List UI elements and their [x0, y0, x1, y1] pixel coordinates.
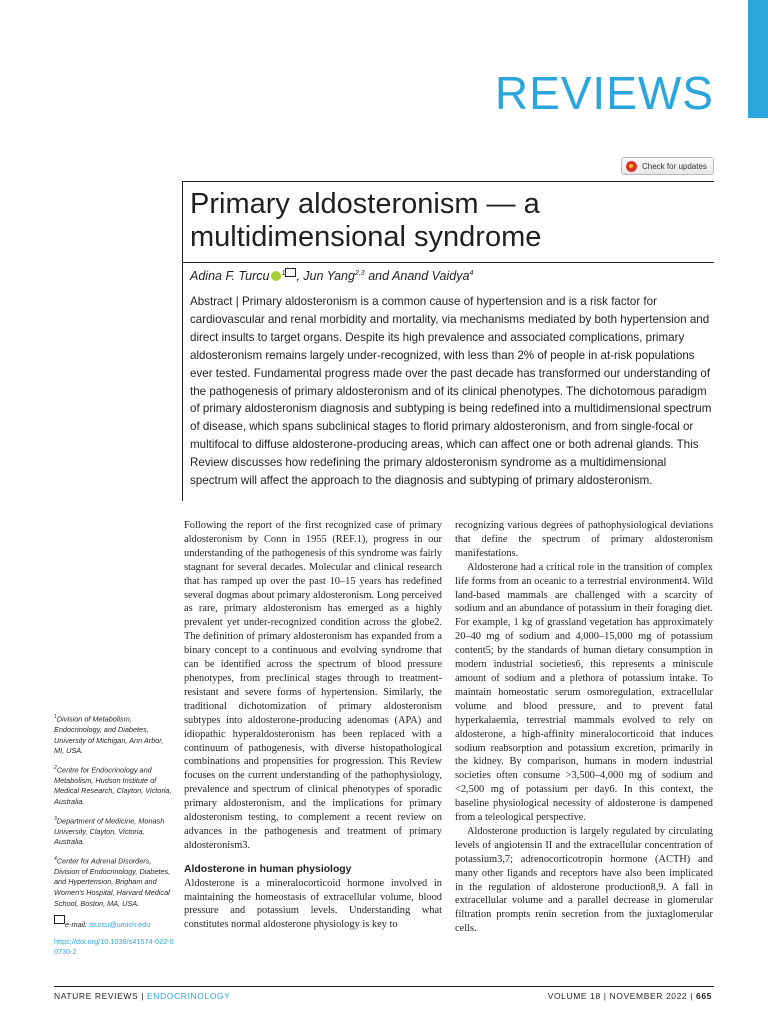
title-rule-top: [182, 181, 714, 182]
journal-section: ENDOCRINOLOGY: [147, 991, 231, 1001]
body-column-left: [184, 519, 442, 932]
issue-info: VOLUME 18 | NOVEMBER 2022 |: [547, 991, 694, 1001]
affiliation-item: [54, 763, 174, 808]
section-title: REVIEWS: [494, 67, 714, 119]
author-name[interactable]: Jun Yang: [303, 269, 355, 283]
journal-name: NATURE REVIEWS: [54, 991, 139, 1001]
author-name[interactable]: Anand Vaidya: [392, 269, 470, 283]
affiliation-item: [54, 814, 174, 848]
journal-separator: |: [141, 991, 145, 1001]
check-for-updates-button[interactable]: [621, 157, 714, 175]
affiliation-item: [54, 712, 174, 757]
orcid-icon[interactable]: [271, 271, 281, 281]
title-rule-vertical: [182, 181, 183, 501]
footer-issue: [548, 991, 712, 1001]
email-link[interactable]: aturcu@umich.edu: [88, 920, 151, 930]
affiliation-text: Division of Metabolism, Endocrinology, and Diabetes, University of Michigan, Ann Arbor, MI, USA.: [54, 714, 164, 756]
doi-link[interactable]: https://doi.org/10.1038/s41574-022-00730-2: [54, 936, 174, 957]
body-paragraph: Aldosterone is a mineralocorticoid hormone involved in maintaining the homeostasis of extracellular volume, blood pressure and potassium levels. Understanding what constitutes normal aldosterone physiology is key to: [184, 877, 442, 931]
author-name[interactable]: Adina F. Turcu: [190, 269, 270, 283]
footer-rule: [54, 986, 714, 987]
doi-line: [54, 937, 174, 958]
mail-icon: [54, 915, 65, 924]
crossmark-icon: [626, 161, 637, 172]
author-affiliation-ref: 4: [469, 269, 474, 277]
author-affiliation-ref: 2,3: [354, 269, 365, 277]
affiliation-number: 2: [54, 764, 57, 771]
affiliation-item: [54, 854, 174, 909]
footer-journal: [54, 991, 230, 1001]
body-paragraph: Following the report of the first recognized case of primary aldosteronism by Conn in 1955 (REF.1), progress in our understanding of the pathogenesis of this syndrome was fairly stagnant for several decades. Molecular and clinical research that has ramped up over the past 10–15 years has redefined several dogmas about primary aldosteronism. Long perceived as rare, primary aldosteronism has emerged as a highly prevalent yet under-recognized condition across the globe2. The definition of primary aldosteronism has expanded from a binary concept to a continuous and evolving syndrome that can be identified across the spectrum of blood pressure phenotypes, from preclinical stages through to treatment-resistant and severe forms of hypertension. Similarly, the traditional dichotomization of primary aldosteronism subtypes into aldosterone-producing adenomas (APA) and idiopathic hyperaldosteronism has been replaced with a continuum of pathogenesis, with diverse histopathological combinations and propensities for progression. This Review focuses on the current understanding of the pathophysiology, prevalence and spectrum of clinical phenotypes of sporadic primary aldosteronism, and the implications for primary aldosteronism testing, to complement a recent review on advances in the pathogenesis and treatment of primary aldosteronism3.: [184, 520, 442, 851]
accent-bar: [748, 0, 768, 118]
body-paragraph: recognizing various degrees of pathophysiological deviations that define the spectrum of primary aldosteronism manifestations.: [455, 520, 713, 559]
mail-icon[interactable]: [285, 268, 296, 277]
email-label: e-mail:: [65, 920, 87, 930]
affiliation-number: 1: [54, 714, 57, 720]
body-column-right: [455, 519, 713, 936]
affiliation-text: Department of Medicine, Monash University, Clayton, Victoria, Australia.: [54, 816, 165, 847]
body-paragraph: Aldosterone had a critical role in the transition of complex life forms from an oceanic to a terrestrial environment4. Wild land-based mammals are challenged with a scarcity of sodium and an abundance of potassium in their foraging diet. For example, 1 kg of grassland vegetation has approximately 20–40 mg of sodium and 4,000–15,000 mg of potassium content5; by the standards of human dietary consumption in modern industrial societies6, this represents a miniscule amount of sodium and a plethora of potassium intake. To maintain homeostatic serum osmoregulation, extracellular volume and blood pressure, and to prevent fatal hyperkalaemia, terrestrial mammals evolved to rely on aldosterone, a high-affinity mineralocorticoid that induces sodium reabsorption and potassium excretion, primarily in the kidney. By comparison, humans in modern industrial societies often consume >3,500–4,000 mg of sodium and <2,500 mg of potassium per day6. In this context, the baseline physiological necessity of aldosterone is dampened from a teleological perspective.: [455, 561, 713, 824]
title-rule-bottom: [182, 262, 714, 263]
author-affiliation-ref: 1: [281, 269, 286, 277]
page-number: 665: [696, 991, 712, 1001]
email-line: [54, 915, 174, 931]
abstract: Abstract | Primary aldosteronism is a common cause of hypertension and is a risk factor for cardiovascular and renal morbidity and mortality, via mechanisms mediated by both hypertension and direct insults to target organs. Despite its high prevalence and associated complications, primary aldosteronism remains largely under-recognized, with less than 2% of people in at-risk populations ever tested. Fundamental progress made over the past decade has transformed our understanding of the pathogenesis of primary aldosteronism and of its clinical phenotypes. The dichotomous paradigm of primary aldosteronism diagnosis and subtyping is being redefined into a multidimensional spectrum of disease, which spans subclinical stages to florid primary aldosteronism, and from single-focal or multifocal to diffuse aldosterone-producing areas, which can affect one or both adrenal glands. This Review discusses how redefining the primary aldosteronism syndrome as a multidimensional spectrum will affect the approach to the diagnosis and subtyping of primary aldosteronism.: [190, 295, 712, 488]
check-for-updates-label: Check for updates: [642, 161, 707, 171]
article-title: Primary aldosteronism — a multidimensional syndrome: [190, 188, 542, 253]
affiliation-text: Centre for Endocrinology and Metabolism, Hudson Institute of Medical Research, Clayton, Victoria, Australia.: [54, 765, 172, 806]
affiliations: [54, 712, 174, 964]
body-paragraph: Aldosterone production is largely regulated by circulating levels of angiotensin II and the extracellular concentration of potassium3,7; adrenocorticotropin hormone (ACTH) and many other ligands and receptors have also been implicated in the regulation of aldosterone production8,9. A fall in extracellular volume and a parallel decrease in glomerular filtration prompts renin secretion from the juxtaglomerular cells.: [455, 825, 713, 935]
affiliation-number: 3: [54, 815, 57, 822]
author-list: Adina F. Turcu $^1$ , Jun Yang$^{2,3}$ and Anand Vaidya$^4$: [190, 269, 474, 283]
author-separator: and: [368, 269, 390, 283]
affiliation-number: 4: [54, 855, 57, 862]
affiliation-text: Center for Adrenal Disorders, Division of Endocrinology, Diabetes, and Hypertension, Brigham and Women's Hospital, Harvard Medical School, Boston, MA, USA.: [54, 856, 171, 908]
section-heading: Aldosterone in human physiology: [184, 863, 352, 875]
